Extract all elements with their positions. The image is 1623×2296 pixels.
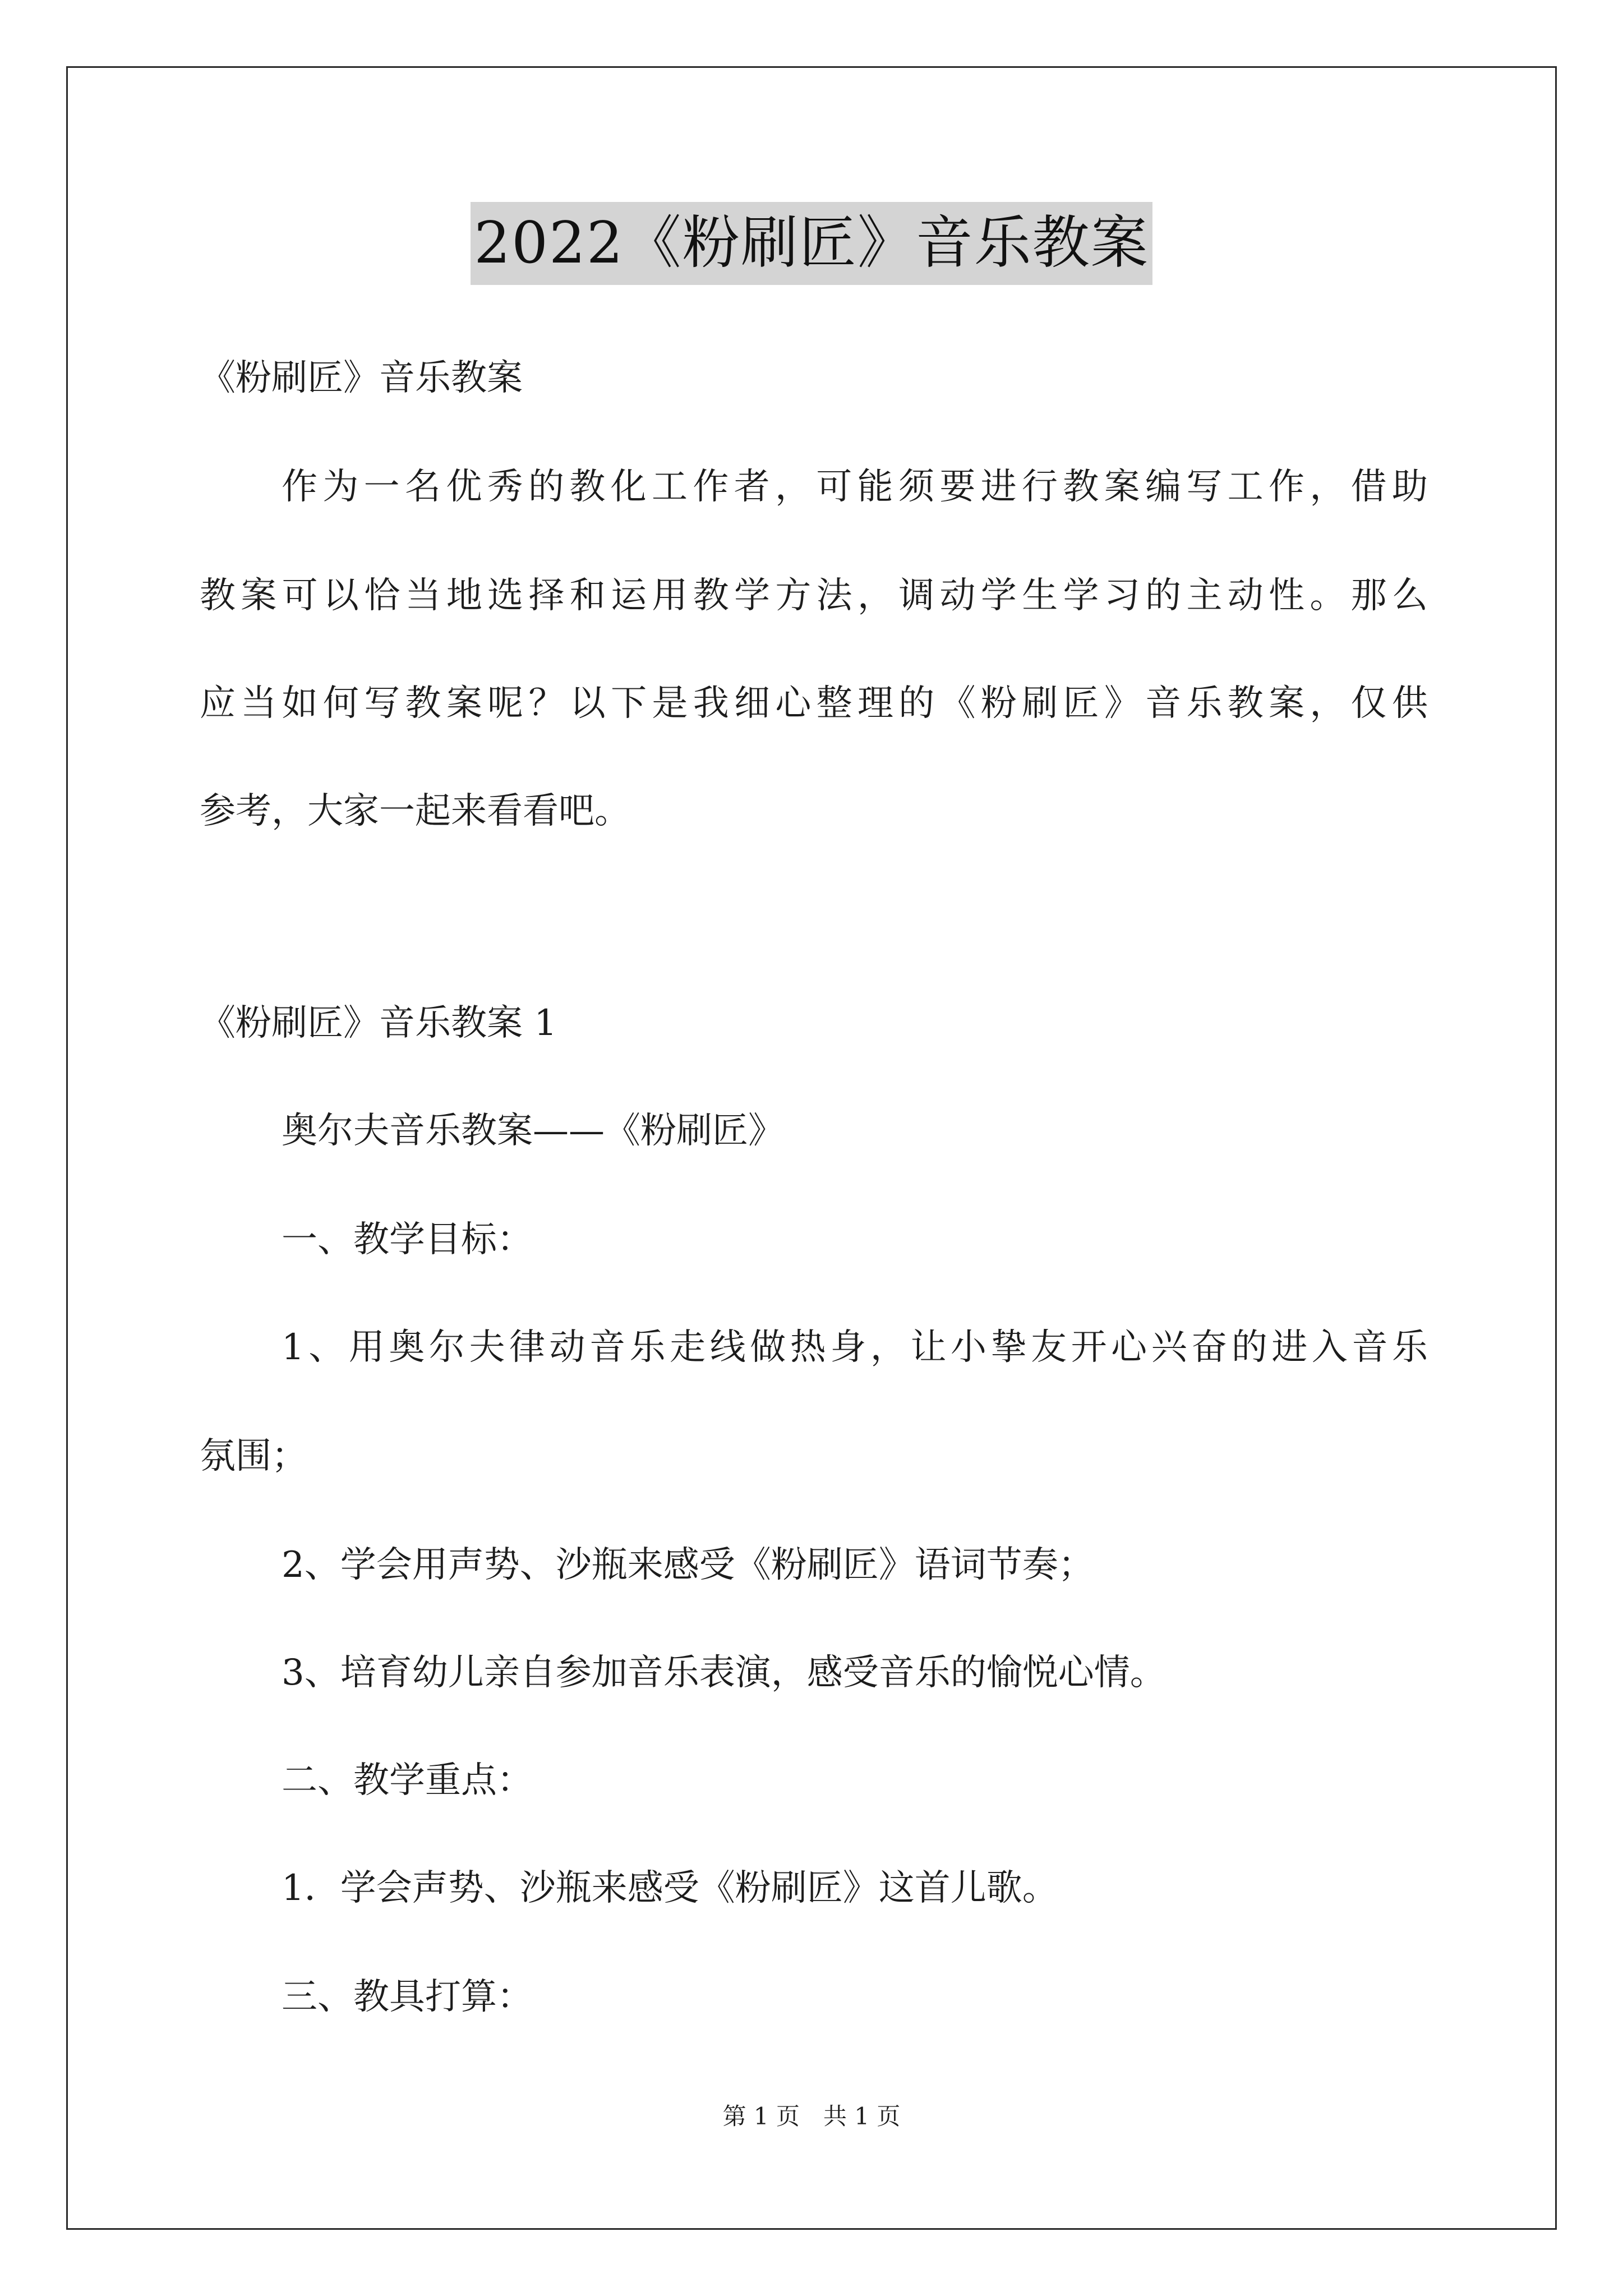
title-container xyxy=(0,202,1623,285)
section-heading: 《粉刷匠》音乐教案 1 xyxy=(200,1002,557,1044)
goal-2: 2、学会用声势、沙瓶来感受《粉刷匠》语词节奏； xyxy=(282,1544,1094,1586)
goal-3: 3、培育幼儿亲自参加音乐表演，感受音乐的愉悦心情。 xyxy=(282,1652,1166,1694)
document-title: 2022《粉刷匠》音乐教案 xyxy=(471,202,1152,285)
section-subtitle: 奥尔夫音乐教案——《粉刷匠》 xyxy=(282,1110,784,1152)
intro-line-3: 应当如何写教案呢？以下是我细心整理的《粉刷匠》音乐教案，仅供 xyxy=(200,683,1428,724)
intro-line-1: 作为一名优秀的教化工作者，可能须要进行教案编写工作，借助 xyxy=(282,466,1428,508)
tools-heading: 三、教具打算： xyxy=(282,1976,533,2018)
focus-heading: 二、教学重点： xyxy=(282,1760,533,1801)
goals-heading: 一、教学目标： xyxy=(282,1219,533,1260)
goal-1-line-1: 1、用奥尔夫律动音乐走线做热身，让小挚友开心兴奋的进入音乐 xyxy=(282,1327,1428,1368)
intro-line-4: 参考，大家一起来看看吧。 xyxy=(200,790,630,832)
document-subtitle: 《粉刷匠》音乐教案 xyxy=(200,357,523,399)
intro-line-2: 教案可以恰当地选择和运用教学方法，调动学生学习的主动性。那么 xyxy=(200,575,1428,616)
page-footer: 第 1 页 共 1 页 xyxy=(722,2102,901,2130)
goal-1-line-2: 氛围； xyxy=(200,1435,307,1477)
focus-1: 1．学会声势、沙瓶来感受《粉刷匠》这首儿歌。 xyxy=(282,1867,1058,1909)
